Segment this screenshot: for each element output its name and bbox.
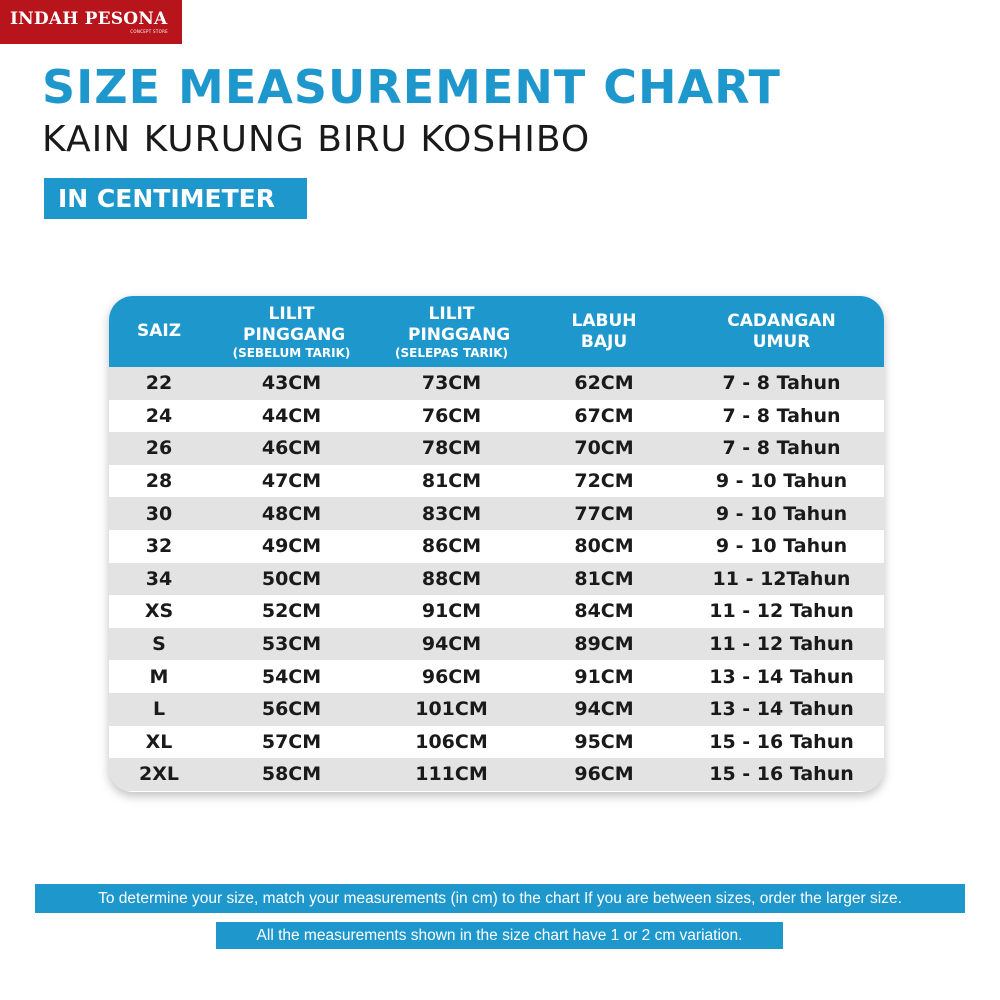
table-cell: 15 - 16 Tahun — [679, 726, 884, 759]
table-cell: 91CM — [374, 595, 529, 628]
table-row — [109, 628, 884, 661]
table-row — [109, 400, 884, 433]
table-cell: 26 — [109, 432, 209, 465]
page-subtitle: KAIN KURUNG BIRU KOSHIBO — [42, 119, 591, 160]
table-cell: 48CM — [209, 497, 374, 530]
table-cell: 84CM — [529, 595, 679, 628]
column-header — [679, 296, 884, 367]
table-cell: 15 - 16 Tahun — [679, 758, 884, 791]
size-table — [109, 296, 884, 791]
table-cell: 52CM — [209, 595, 374, 628]
table-cell: 72CM — [529, 465, 679, 498]
brand-tagline: CONCEPT STORE — [130, 28, 168, 34]
table-cell: 88CM — [374, 563, 529, 596]
table-cell: 106CM — [374, 726, 529, 759]
table-cell: 22 — [109, 367, 209, 400]
column-header-label: LABUH BAJU — [571, 310, 637, 352]
column-header-label: LILIT PINGGANG — [243, 303, 346, 345]
table-row — [109, 693, 884, 726]
table-cell: 34 — [109, 563, 209, 596]
table-cell: 96CM — [529, 758, 679, 791]
table-cell: 9 - 10 Tahun — [679, 497, 884, 530]
table-cell: 13 - 14 Tahun — [679, 660, 884, 693]
page-title: SIZE MEASUREMENT CHART — [42, 60, 781, 114]
table-row — [109, 367, 884, 400]
table-cell: XL — [109, 726, 209, 759]
table-cell: 95CM — [529, 726, 679, 759]
table-cell: 11 - 12 Tahun — [679, 595, 884, 628]
table-cell: 81CM — [529, 563, 679, 596]
table-cell: 28 — [109, 465, 209, 498]
table-cell: 7 - 8 Tahun — [679, 432, 884, 465]
table-row — [109, 758, 884, 791]
table-cell: 83CM — [374, 497, 529, 530]
column-header-label: CADANGAN UMUR — [727, 310, 836, 352]
table-body — [109, 367, 884, 791]
table-cell: L — [109, 693, 209, 726]
table-row — [109, 726, 884, 759]
column-header-label: LILIT PINGGANG — [408, 303, 511, 345]
table-row — [109, 660, 884, 693]
brand-name: INDAH PESONA — [10, 8, 168, 29]
table-cell: M — [109, 660, 209, 693]
table-cell: XS — [109, 595, 209, 628]
table-cell: 73CM — [374, 367, 529, 400]
table-cell: 57CM — [209, 726, 374, 759]
variation-note: All the measurements shown in the size chart have 1 or 2 cm variation. — [216, 922, 783, 949]
table-cell: 56CM — [209, 693, 374, 726]
table-cell: 7 - 8 Tahun — [679, 367, 884, 400]
table-row — [109, 563, 884, 596]
table-cell: S — [109, 628, 209, 661]
table-cell: 53CM — [209, 628, 374, 661]
column-header — [109, 296, 209, 367]
table-row — [109, 432, 884, 465]
table-cell: 96CM — [374, 660, 529, 693]
table-cell: 70CM — [529, 432, 679, 465]
brand-logo — [0, 0, 182, 44]
table-cell: 94CM — [374, 628, 529, 661]
table-cell: 58CM — [209, 758, 374, 791]
column-header — [374, 296, 529, 367]
table-cell: 11 - 12 Tahun — [679, 628, 884, 661]
table-cell: 43CM — [209, 367, 374, 400]
column-header — [209, 296, 374, 367]
column-header-sublabel: (SELEPAS TARIK) — [395, 345, 508, 360]
table-row — [109, 530, 884, 563]
table-cell: 46CM — [209, 432, 374, 465]
table-cell: 13 - 14 Tahun — [679, 693, 884, 726]
table-cell: 67CM — [529, 400, 679, 433]
table-cell: 111CM — [374, 758, 529, 791]
table-cell: 11 - 12Tahun — [679, 563, 884, 596]
table-cell: 80CM — [529, 530, 679, 563]
table-cell: 86CM — [374, 530, 529, 563]
column-header-label: SAIZ — [136, 321, 182, 341]
table-cell: 94CM — [529, 693, 679, 726]
table-cell: 91CM — [529, 660, 679, 693]
table-cell: 24 — [109, 400, 209, 433]
size-table-card — [109, 296, 884, 792]
table-cell: 49CM — [209, 530, 374, 563]
table-header-row — [109, 296, 884, 367]
table-cell: 47CM — [209, 465, 374, 498]
table-cell: 77CM — [529, 497, 679, 530]
column-header-sublabel: (SEBELUM TARIK) — [232, 345, 351, 360]
table-cell: 30 — [109, 497, 209, 530]
table-cell: 9 - 10 Tahun — [679, 530, 884, 563]
table-cell: 32 — [109, 530, 209, 563]
table-cell: 44CM — [209, 400, 374, 433]
column-header — [529, 296, 679, 367]
table-cell: 81CM — [374, 465, 529, 498]
table-cell: 54CM — [209, 660, 374, 693]
table-cell: 76CM — [374, 400, 529, 433]
table-row — [109, 497, 884, 530]
table-cell: 78CM — [374, 432, 529, 465]
table-row — [109, 595, 884, 628]
table-cell: 89CM — [529, 628, 679, 661]
table-cell: 2XL — [109, 758, 209, 791]
table-cell: 62CM — [529, 367, 679, 400]
table-cell: 7 - 8 Tahun — [679, 400, 884, 433]
table-row — [109, 465, 884, 498]
table-cell: 9 - 10 Tahun — [679, 465, 884, 498]
table-cell: 101CM — [374, 693, 529, 726]
unit-badge: IN CENTIMETER — [44, 178, 307, 219]
sizing-note: To determine your size, match your measurements (in cm) to the chart If you are between sizes, order the larger size. — [35, 884, 965, 913]
table-cell: 50CM — [209, 563, 374, 596]
